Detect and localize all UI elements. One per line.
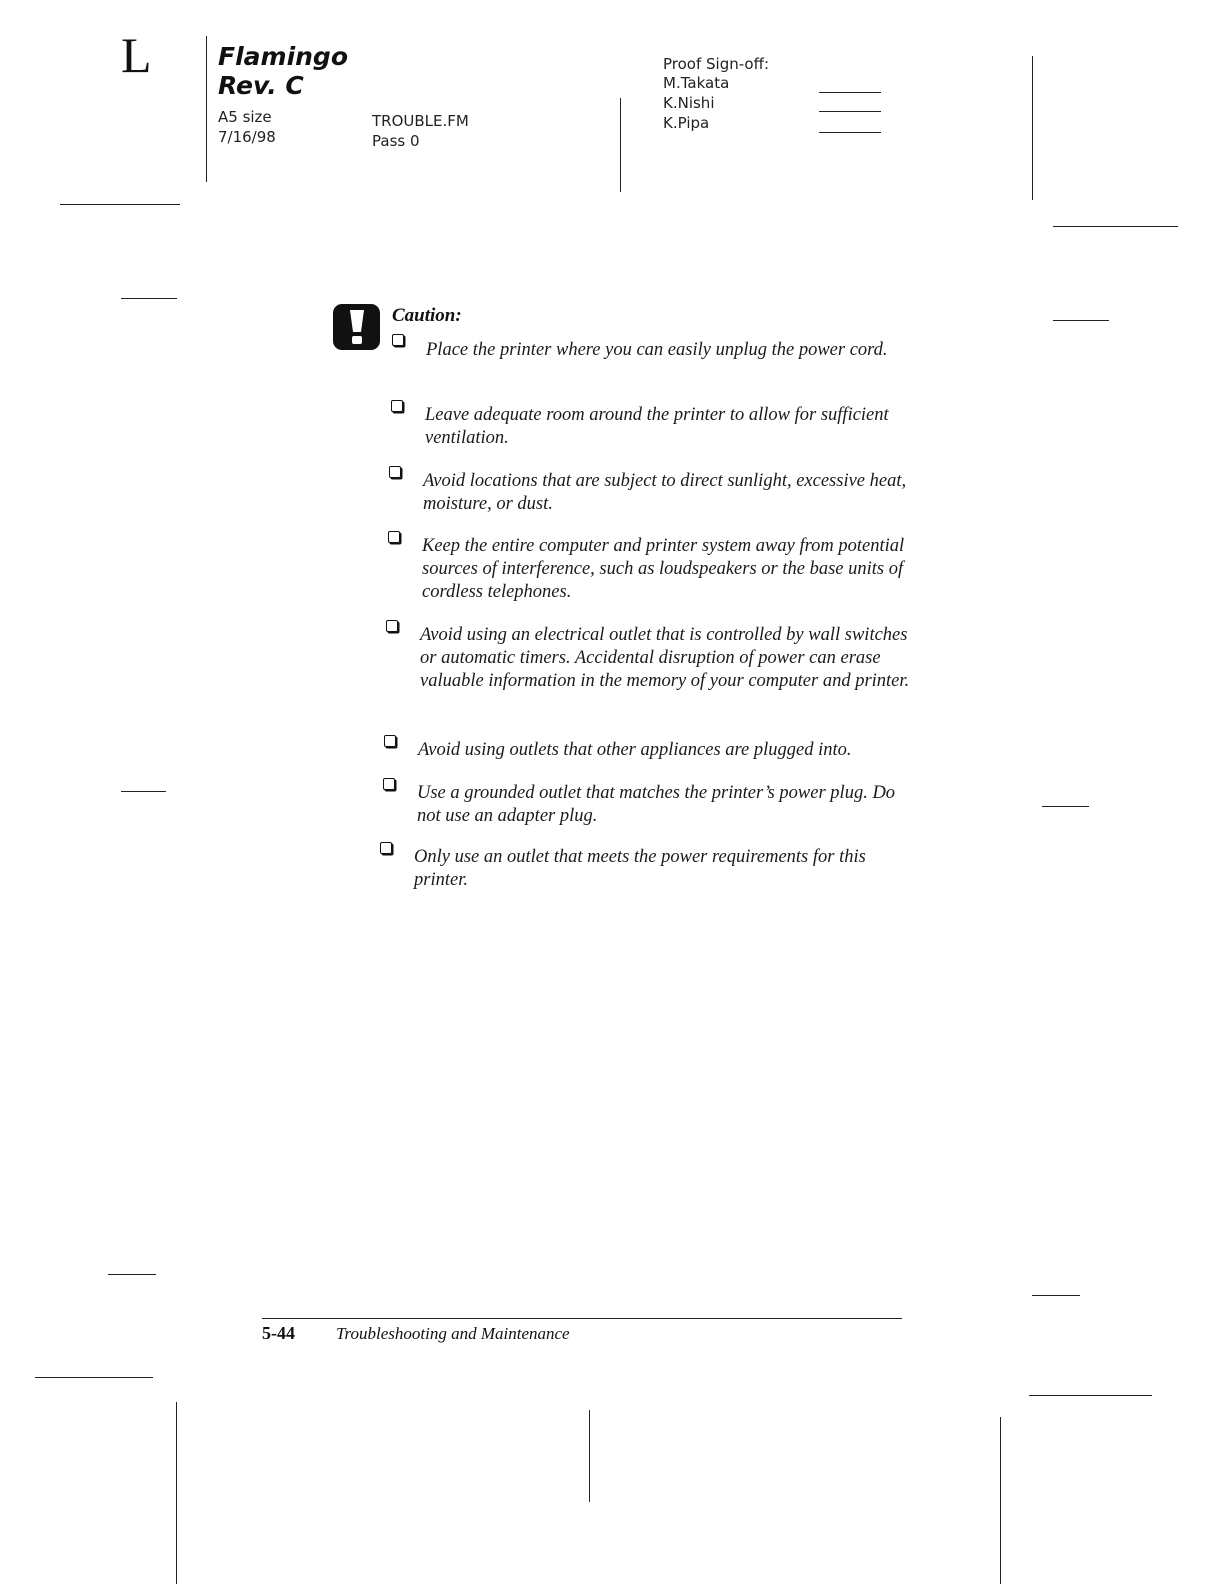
crop-mark [1032, 56, 1033, 200]
caution-item: Avoid using outlets that other appliances are plugged into. [418, 740, 852, 760]
project-name: Flamingo [218, 42, 349, 71]
crop-mark [1000, 1417, 1001, 1584]
crop-mark [620, 98, 621, 192]
crop-mark [206, 36, 207, 182]
checkbox-bullet-icon [383, 778, 395, 790]
checkbox-bullet-icon [392, 334, 404, 346]
crop-mark [35, 1377, 153, 1378]
caution-item: Keep the entire computer and printer system away from potential sources of interference, such as loudspeakers or the base units of cordless telephones. [422, 536, 905, 602]
crop-mark [108, 1274, 156, 1275]
size-label: A5 size [218, 108, 272, 126]
signoff-name: K.Pipa [663, 114, 710, 132]
checkbox-bullet-icon [384, 735, 396, 747]
file-name: TROUBLE.FM [372, 112, 469, 130]
page-number: 5-44 [262, 1323, 295, 1343]
checkbox-bullet-icon [389, 466, 401, 478]
checkbox-bullet-icon [388, 531, 400, 543]
crop-mark [121, 298, 177, 299]
crop-mark [121, 791, 166, 792]
crop-mark [1029, 1395, 1152, 1396]
signoff-line [819, 111, 881, 112]
crop-mark [1053, 320, 1109, 321]
caution-item: Leave adequate room around the printer to allow for sufficient ventilation. [425, 405, 889, 448]
caution-item: Place the printer where you can easily unplug the power cord. [426, 340, 888, 360]
page-side-letter: L [121, 27, 152, 83]
checkbox-bullet-icon [380, 842, 392, 854]
signoff-name: K.Nishi [663, 94, 715, 112]
footer-rule [262, 1318, 902, 1319]
crop-mark [589, 1410, 590, 1502]
exclamation-icon [347, 309, 367, 345]
date-label: 7/16/98 [218, 128, 276, 146]
signoff-line [819, 92, 881, 93]
caution-item: Only use an outlet that meets the power requirements for this printer. [414, 847, 866, 890]
pass-label: Pass 0 [372, 132, 420, 150]
caution-item: Avoid locations that are subject to direct sunlight, excessive heat, moisture, or dust. [423, 471, 907, 514]
caution-icon [333, 304, 380, 350]
signoff-line [819, 132, 881, 133]
crop-mark [176, 1402, 177, 1584]
signoff-name: M.Takata [663, 74, 730, 92]
caution-title: Caution: [392, 305, 462, 326]
crop-mark [60, 204, 180, 205]
crop-mark [1053, 226, 1178, 227]
project-name-block [218, 42, 348, 100]
section-title: Troubleshooting and Maintenance [336, 1324, 570, 1343]
caution-item: Use a grounded outlet that matches the printer’s power plug. Do not use an adapter plug. [417, 783, 896, 826]
crop-mark [1042, 806, 1089, 807]
checkbox-bullet-icon [391, 400, 403, 412]
caution-item: Avoid using an electrical outlet that is controlled by wall switches or automatic timers. Accidental disruption of power can erase valuable information in the memory of your computer and printer. [420, 625, 910, 691]
revision-label: Rev. C [218, 71, 304, 100]
signoff-label: Proof Sign-off: [663, 55, 769, 73]
crop-mark [1032, 1295, 1080, 1296]
checkbox-bullet-icon [386, 620, 398, 632]
